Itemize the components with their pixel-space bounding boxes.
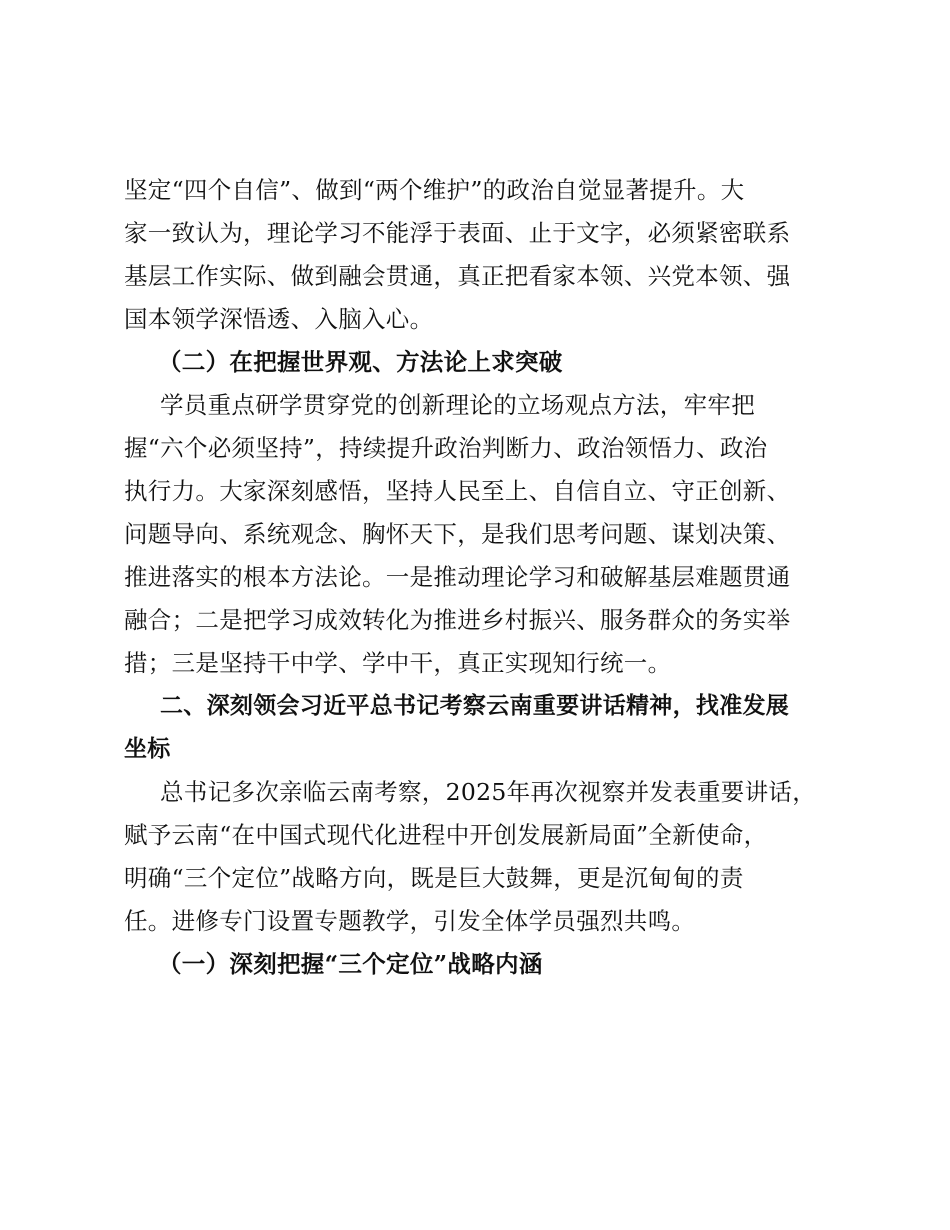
paragraph-line: 总书记多次亲临云南考察，2025年再次视察并发表重要讲话， <box>160 778 817 806</box>
paragraph-line: 融合；二是把学习成效转化为推进乡村振兴、服务群众的务实举 <box>124 606 791 634</box>
paragraph-line: 握“六个必须坚持”，持续提升政治判断力、政治领悟力、政治 <box>124 434 768 462</box>
paragraph-line: 明确“三个定位”战略方向，既是巨大鼓舞，更是沉甸甸的责 <box>124 864 744 892</box>
paragraph-line: 赋予云南“在中国式现代化进程中开创发展新局面”全新使命， <box>124 821 768 849</box>
subsection-heading: （一）深刻把握“三个定位”战略内涵 <box>158 950 543 978</box>
paragraph-line: 坚定“四个自信”、做到“两个维护”的政治自觉显著提升。大 <box>124 176 745 204</box>
paragraph-line: 推进落实的根本方法论。一是推动理论学习和破解基层难题贯通 <box>124 563 791 591</box>
subsection-heading: （二）在把握世界观、方法论上求突破 <box>158 348 563 376</box>
paragraph-line: 国本领学深悟透、入脑入心。 <box>124 305 434 333</box>
paragraph-line: 执行力。大家深刻感悟，坚持人民至上、自信自立、守正创新、 <box>124 477 791 505</box>
paragraph-line: 问题导向、系统观念、胸怀天下，是我们思考问题、谋划决策、 <box>124 520 791 548</box>
section-heading-continued: 坐标 <box>124 736 171 762</box>
section-heading: 二、深刻领会习近平总书记考察云南重要讲话精神，找准发展 <box>160 693 790 719</box>
paragraph-line: 基层工作实际、做到融会贯通，真正把看家本领、兴党本领、强 <box>124 262 791 290</box>
paragraph-line: 学员重点研学贯穿党的创新理论的立场观点方法，牢牢把 <box>160 391 755 419</box>
paragraph-line: 家一致认为，理论学习不能浮于表面、止于文字，必须紧密联系 <box>124 219 791 247</box>
paragraph-line: 措；三是坚持干中学、学中干，真正实现知行统一。 <box>124 649 672 677</box>
paragraph-line: 任。进修专门设置专题教学，引发全体学员强烈共鸣。 <box>124 907 696 935</box>
